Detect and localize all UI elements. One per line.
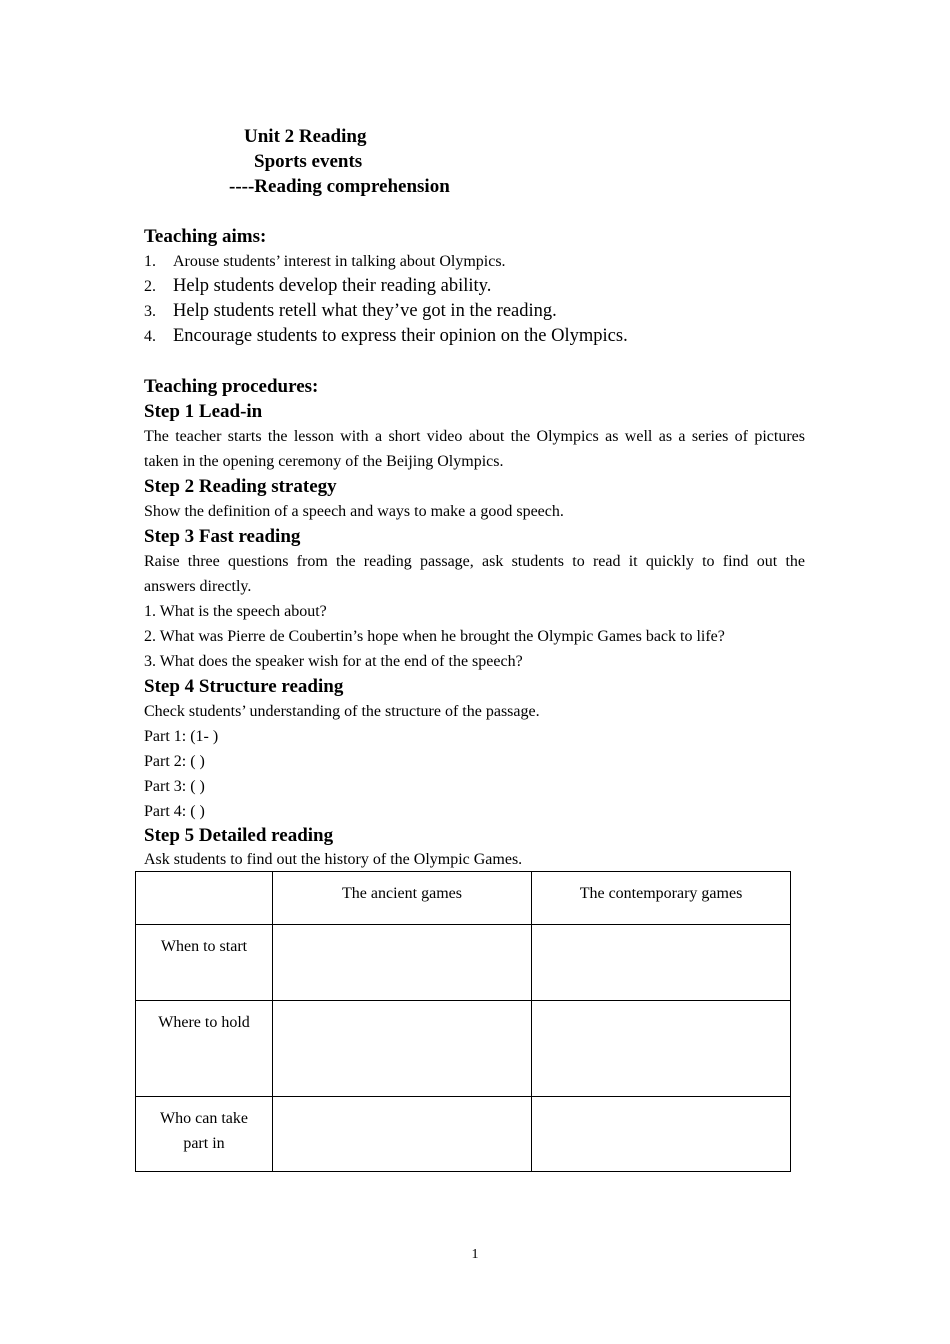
step2-title: Step 2 Reading strategy — [144, 476, 337, 497]
table-cell[interactable] — [532, 1001, 791, 1097]
row-label-line: part in — [183, 1135, 225, 1152]
table-row — [136, 925, 791, 1001]
aim-text: Help students develop their reading ability. — [173, 276, 492, 296]
step3-text-line1: Raise three questions from the reading passage, ask students to read it quickly to find out the — [144, 553, 805, 570]
table-cell[interactable] — [273, 1001, 532, 1097]
page-number: 1 — [471, 1247, 479, 1262]
procedures-heading: Teaching procedures: — [144, 376, 319, 397]
row-label-line: Who can take — [160, 1110, 248, 1127]
lesson-subtitle: ----Reading comprehension — [229, 176, 450, 197]
step1-text-line1: The teacher starts the lesson with a short video about the Olympics as well as a series of pictures — [144, 428, 805, 445]
aim-number: 1. — [144, 253, 156, 270]
aim-text: Encourage students to express their opinion on the Olympics. — [173, 326, 628, 346]
part-item: Part 3: ( ) — [144, 778, 205, 795]
row-label: Where to hold — [136, 1001, 273, 1097]
question-item: 1. What is the speech about? — [144, 603, 327, 620]
step4-text: Check students’ understanding of the structure of the passage. — [144, 703, 540, 720]
aim-item — [144, 249, 506, 274]
table-cell[interactable] — [532, 925, 791, 1001]
step1-text-line2: taken in the opening ceremony of the Beijing Olympics. — [144, 453, 504, 470]
lesson-title: Sports events — [254, 151, 363, 172]
aim-number: 2. — [144, 278, 156, 295]
aim-item — [144, 324, 628, 349]
aim-number: 4. — [144, 328, 156, 345]
step2-text: Show the definition of a speech and ways to make a good speech. — [144, 503, 564, 520]
table-header-row — [136, 872, 791, 925]
step5-title: Step 5 Detailed reading — [144, 825, 334, 846]
aim-number: 3. — [144, 303, 156, 320]
olympics-history-table — [135, 871, 791, 1172]
table-cell[interactable] — [273, 925, 532, 1001]
table-row — [136, 1097, 791, 1172]
step3-text-line2: answers directly. — [144, 578, 252, 595]
part-item: Part 1: (1- ) — [144, 728, 219, 745]
aim-item — [144, 274, 491, 299]
step4-title: Step 4 Structure reading — [144, 676, 344, 697]
table-header-cell — [136, 872, 273, 925]
unit-title: Unit 2 Reading — [244, 126, 367, 147]
part-item: Part 2: ( ) — [144, 753, 205, 770]
question-item: 3. What does the speaker wish for at the end of the speech? — [144, 653, 523, 670]
table-cell[interactable] — [532, 1097, 791, 1172]
table-header-cell: The ancient games — [273, 872, 532, 925]
step1-title: Step 1 Lead-in — [144, 401, 263, 422]
step3-title: Step 3 Fast reading — [144, 526, 301, 547]
row-label: When to start — [136, 925, 273, 1001]
table-cell[interactable] — [273, 1097, 532, 1172]
aim-text: Help students retell what they’ve got in the reading. — [173, 301, 557, 321]
aims-heading: Teaching aims: — [144, 226, 267, 247]
part-item: Part 4: ( ) — [144, 803, 205, 820]
aim-text: Arouse students’ interest in talking about Olympics. — [173, 253, 506, 270]
row-label — [136, 1097, 273, 1172]
question-item: 2. What was Pierre de Coubertin’s hope when he brought the Olympic Games back to life? — [144, 628, 725, 645]
aim-item — [144, 299, 557, 324]
step5-text: Ask students to find out the history of the Olympic Games. — [144, 851, 523, 868]
table-row — [136, 1001, 791, 1097]
table-header-cell: The contemporary games — [532, 872, 791, 925]
